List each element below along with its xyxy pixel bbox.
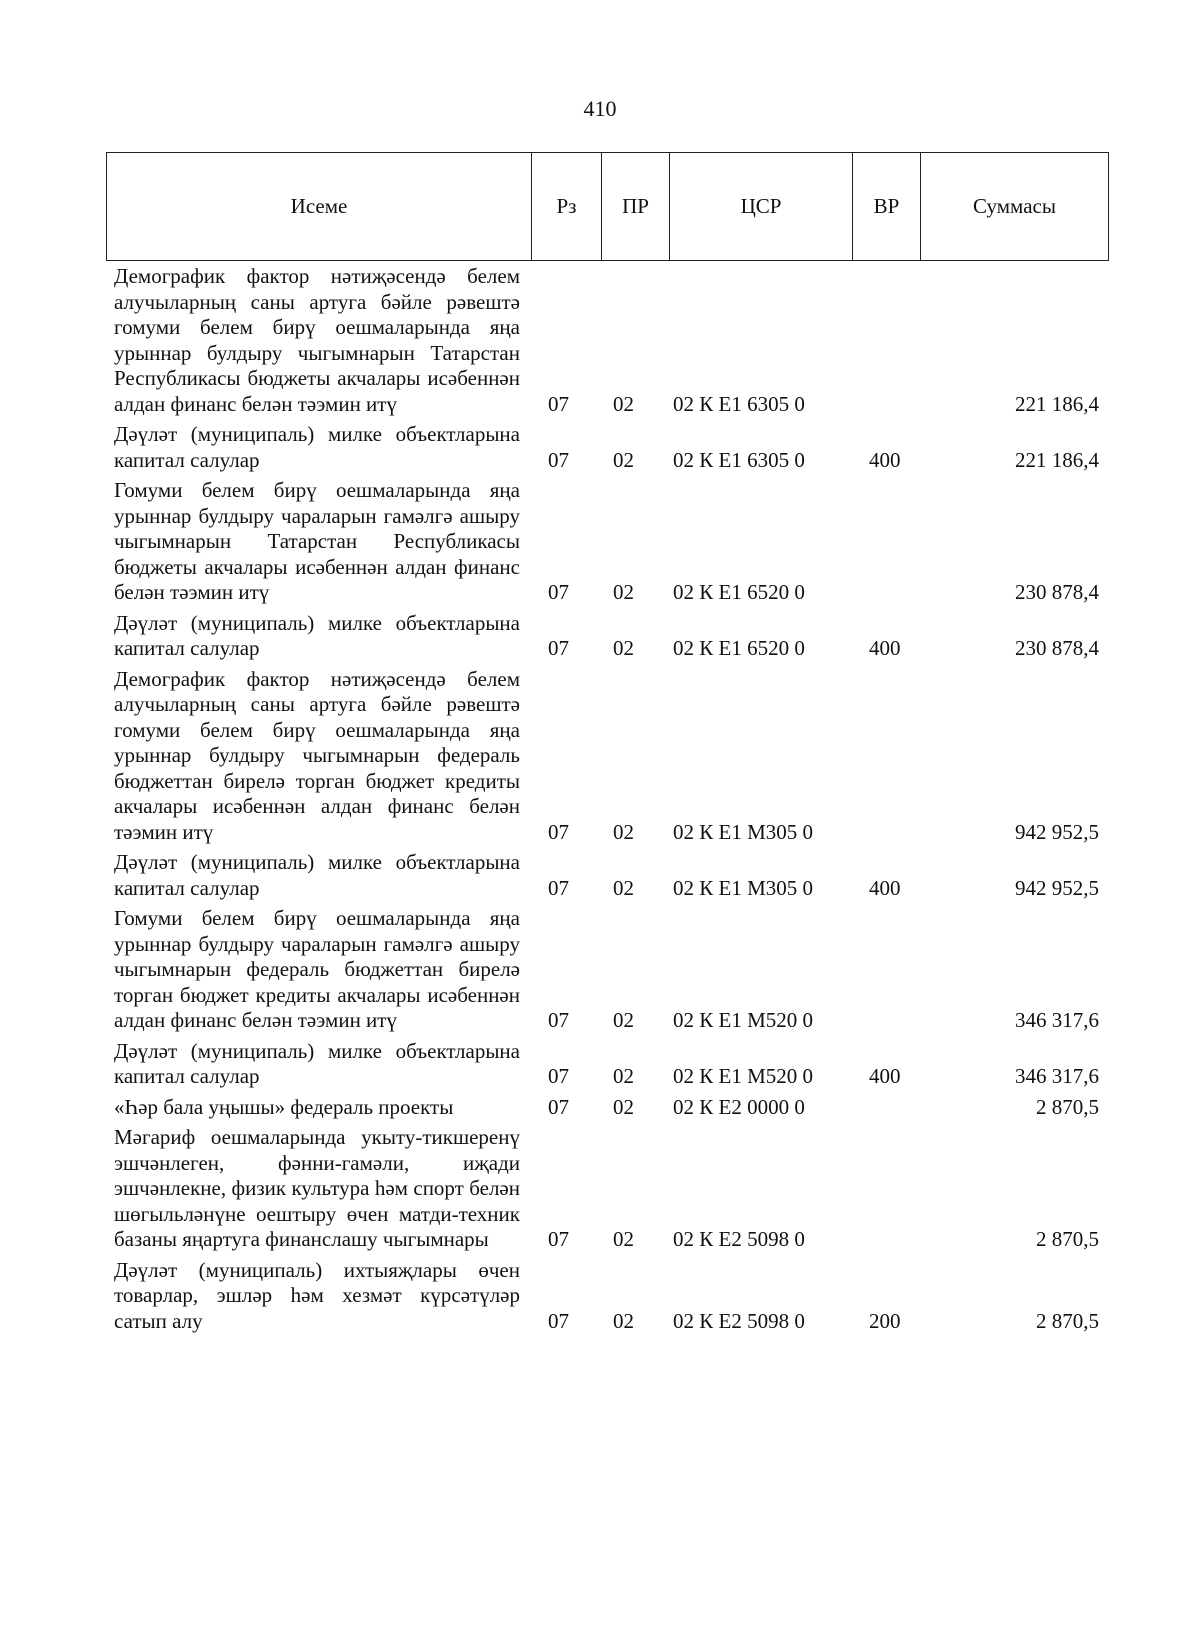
row-sum: 346 317,6 — [1015, 1008, 1099, 1032]
table-header — [106, 152, 1109, 261]
row-sum: 942 952,5 — [1015, 875, 1099, 900]
row-sum: 942 952,5 — [1015, 819, 1099, 844]
row-csr: 02 К Е1 6520 0 — [673, 580, 805, 604]
row-name: Дәүләт (муниципаль) милке объектларына капитал салулар — [114, 610, 520, 660]
row-name: Мәгариф оешмаларында укыту-тикшеренү эшчәнлеген, фәнни-гамәли, иҗади эшчәнлекне, физик культура һәм спорт белән шөгыльләнүне оештыру өчен матди-техник базаны яңартуга финанслашу чыгымнары — [114, 1125, 520, 1251]
row-pr: 02 — [613, 580, 634, 604]
row-sum: 2 870,5 — [1036, 1227, 1099, 1251]
page-number: 410 — [583, 96, 617, 121]
table-row — [114, 667, 1109, 846]
row-pr: 02 — [613, 447, 634, 472]
row-sum: 230 878,4 — [1015, 636, 1099, 660]
row-pr: 02 — [613, 1064, 634, 1088]
row-vr: 200 — [869, 1308, 901, 1333]
table-row — [114, 1125, 1109, 1253]
row-pr: 02 — [613, 1308, 634, 1333]
table-row — [114, 1095, 1109, 1121]
row-csr: 02 К Е1 6305 0 — [673, 447, 805, 472]
header-pr: ПР — [602, 153, 670, 260]
row-csr: 02 К Е2 0000 0 — [673, 1094, 805, 1119]
row-pr: 02 — [613, 636, 634, 660]
row-csr: 02 К Е2 5098 0 — [673, 1308, 805, 1333]
table-row — [114, 1039, 1109, 1090]
row-rz: 07 — [548, 1064, 569, 1088]
row-rz: 07 — [548, 875, 569, 900]
row-sum: 2 870,5 — [1036, 1308, 1099, 1333]
table-row — [114, 478, 1109, 606]
row-rz: 07 — [548, 636, 569, 660]
table-row — [114, 906, 1109, 1034]
row-rz: 07 — [548, 391, 569, 416]
row-vr: 400 — [869, 875, 901, 900]
row-vr: 400 — [869, 447, 901, 472]
table-body — [114, 264, 1109, 1339]
header-rz: Рз — [532, 153, 602, 260]
row-sum: 221 186,4 — [1015, 391, 1099, 416]
row-pr: 02 — [613, 1008, 634, 1032]
row-name: Гомуми белем бирү оешмаларында яңа урыннар булдыру чараларын гамәлгә ашыру чыгымнарын Татарстан Республикасы бюджеты акчалары исәбеннән алдан финанс белән тәэмин итү — [114, 478, 520, 604]
row-rz: 07 — [548, 1008, 569, 1032]
row-name: Дәүләт (муниципаль) милке объектларына капитал салулар — [114, 422, 520, 472]
row-pr: 02 — [613, 875, 634, 900]
row-sum: 346 317,6 — [1015, 1064, 1099, 1088]
row-sum: 2 870,5 — [1036, 1094, 1099, 1119]
row-name: Гомуми белем бирү оешмаларында яңа урыннар булдыру чараларын гамәлгә ашыру чыгымнарын федераль бюджеттан бирелә торган бюджет кредиты акчалары исәбеннән алдан финанс белән тәэмин итү — [114, 906, 520, 1032]
row-rz: 07 — [548, 819, 569, 844]
header-vr: ВР — [853, 153, 921, 260]
header-csr: ЦСР — [670, 153, 853, 260]
row-name: Демографик фактор нәтиҗәсендә белем алучыларның саны артуга бәйле рәвештә гомуми белем бирү оешмаларында яңа урыннар булдыру чыгымнарын федераль бюджеттан бирелә торган бюджет кредиты акчалары исәбеннән алдан финанс белән тәэмин итү — [114, 666, 520, 844]
row-csr: 02 К Е1 6305 0 — [673, 391, 805, 416]
row-pr: 02 — [613, 1094, 634, 1119]
row-csr: 02 К Е1 М520 0 — [673, 1008, 814, 1032]
row-csr: 02 К Е1 М305 0 — [673, 875, 814, 900]
row-name: Дәүләт (муниципаль) ихтыяҗлары өчен товарлар, эшләр һәм хезмәт күрсәтүләр сатып алу — [114, 1257, 520, 1333]
row-sum: 230 878,4 — [1015, 580, 1099, 604]
row-csr: 02 К Е2 5098 0 — [673, 1227, 805, 1251]
row-pr: 02 — [613, 391, 634, 416]
row-rz: 07 — [548, 1308, 569, 1333]
row-rz: 07 — [548, 1094, 569, 1119]
table-row — [114, 611, 1109, 662]
table-row — [114, 1258, 1109, 1335]
row-rz: 07 — [548, 447, 569, 472]
table-row — [114, 850, 1109, 901]
row-vr: 400 — [869, 1064, 901, 1088]
row-name: Демографик фактор нәтиҗәсендә белем алучыларның саны артуга бәйле рәвештә гомуми белем бирү оешмаларында яңа урыннар булдыру чыгымнарын Татарстан Республикасы бюджеты акчалары исәбеннән алдан финанс белән тәэмин итү — [114, 264, 520, 416]
row-rz: 07 — [548, 580, 569, 604]
row-pr: 02 — [613, 819, 634, 844]
header-sum: Суммасы — [973, 194, 1056, 218]
row-rz: 07 — [548, 1227, 569, 1251]
table-row — [114, 264, 1109, 417]
row-vr: 400 — [869, 636, 901, 660]
row-name: Дәүләт (муниципаль) милке объектларына капитал салулар — [114, 1038, 520, 1088]
row-name: Дәүләт (муниципаль) милке объектларына капитал салулар — [114, 850, 520, 900]
row-name: «Һәр бала уңышы» федераль проекты — [114, 1094, 454, 1119]
table-row — [114, 422, 1109, 473]
header-name: Исеме — [107, 153, 532, 260]
row-csr: 02 К Е1 М520 0 — [673, 1064, 814, 1088]
row-pr: 02 — [613, 1227, 634, 1251]
row-sum: 221 186,4 — [1015, 447, 1099, 472]
row-csr: 02 К Е1 6520 0 — [673, 636, 805, 660]
row-csr: 02 К Е1 М305 0 — [673, 819, 814, 844]
